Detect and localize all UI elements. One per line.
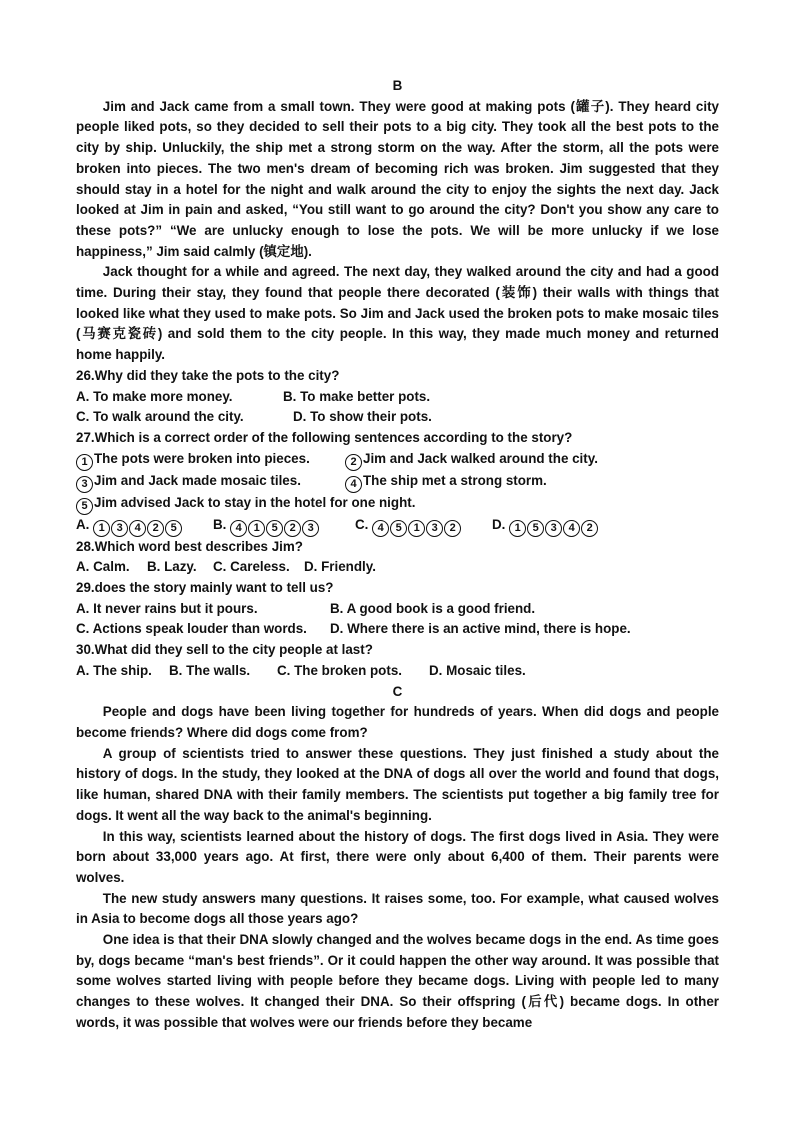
question-29-options-row-2 [76,619,719,640]
circled-number: 4 [563,520,580,537]
circled-number: 5 [266,520,283,537]
circled-number: 5 [165,520,182,537]
circled-number-5: 5 [76,498,93,515]
question-27-sentence-1 [76,449,345,471]
option-c-label: C. [355,516,369,532]
question-26-options-row-2 [76,407,719,428]
question-27-option-b [213,515,355,537]
circled-number: 1 [509,520,526,537]
circled-number-4: 4 [345,476,362,493]
circled-number: 2 [147,520,164,537]
sentence-1-text: The pots were broken into pieces. [94,450,310,466]
sentence-2-text: Jim and Jack walked around the city. [363,450,598,466]
sentence-4-text: The ship met a strong storm. [363,472,547,488]
question-30-option-c: C. The broken pots. [277,662,402,678]
question-28-option-d: D. Friendly. [304,559,376,575]
circled-number-3: 3 [76,476,93,493]
section-b-paragraph-1: Jim and Jack came from a small town. They were good at making pots (罐子). They heard city people liked pots, so they decided to sell their pots to a big city. They took all the best pots to the city by ship. Unluckily, the ship met a strong storm on the way. After the storm, all the pots were broken into pieces. The two men's dream of becoming rich was broken. Jim suggested that they should stay in a hotel for the night and walk around the city to enjoy the sights the next day. Jack looked at Jim in pain and asked, “You still want to go around the city? Don't you show any care to these pots?” “We are unlucky enough to lose the pots. We will be more unlucky if we lose happiness,” Jim said calmly (镇定地). [76,98,719,259]
section-c-paragraph-4: The new study answers many questions. It raises some, too. For example, what caused wolves in Asia to become dogs all those years ago? [76,890,719,927]
question-29-option-a: A. It never rains but it pours. [76,600,258,616]
option-b-label: B. [213,516,227,532]
question-27-sentences-row-3 [76,493,719,515]
question-26-option-c: C. To walk around the city. [76,409,244,425]
circled-number: 2 [284,520,301,537]
question-30-stem: 30.What did they sell to the city people at last? [76,642,373,658]
question-26-option-a: A. To make more money. [76,388,233,404]
question-30-option-a: A. The ship. [76,662,152,678]
circled-number: 2 [444,520,461,537]
sentence-5-text: Jim advised Jack to stay in the hotel for one night. [94,494,416,510]
question-28-options [76,557,719,578]
option-d-label: D. [492,516,506,532]
question-28-option-a: A. Calm. [76,559,130,575]
question-30-option-d: D. Mosaic tiles. [429,662,526,678]
question-27-option-c [355,515,492,537]
circled-number: 3 [426,520,443,537]
question-27-sentence-2 [345,449,598,471]
question-27-sentence-5 [76,493,415,515]
question-30-option-b: B. The walls. [169,662,251,678]
question-28-option-b: B. Lazy. [147,559,197,575]
question-27-stem: 27.Which is a correct order of the following sentences according to the story? [76,429,573,445]
circled-number: 2 [581,520,598,537]
circled-number: 3 [302,520,319,537]
question-29-option-c: C. Actions speak louder than words. [76,621,307,637]
option-a-order [93,517,183,532]
circled-number: 3 [545,520,562,537]
question-27-sentence-4 [345,471,547,493]
option-b-order [230,517,320,532]
section-c-paragraph-2: A group of scientists tried to answer these questions. They just finished a study about the history of dogs. In the study, they looked at the DNA of dogs all over the world and found that dogs, like human, shared DNA with their family members. The scientists put together a big family tree for dogs. It went all the way back to the animal's beginning. [76,745,719,823]
circled-number: 1 [408,520,425,537]
option-a-label: A. [76,516,90,532]
question-26-stem: 26.Why did they take the pots to the city? [76,367,340,383]
question-27-sentences-row-2 [76,471,719,493]
question-26-option-d: D. To show their pots. [293,409,432,425]
circled-number: 4 [372,520,389,537]
circled-number: 4 [129,520,146,537]
section-c-title: C [392,683,403,699]
question-26-options-row-1 [76,387,719,408]
question-29-option-b: B. A good book is a good friend. [330,600,536,616]
question-29-option-d: D. Where there is an active mind, there is hope. [330,621,631,637]
question-29-options-row-1 [76,599,719,620]
document-page [76,76,719,1034]
question-27-sentences-row-1 [76,449,719,471]
section-c-paragraph-1: People and dogs have been living together for hundreds of years. When did dogs and people become friends? Where did dogs come from? [76,704,719,740]
question-27-option-d [492,515,599,537]
section-b-paragraph-2: Jack thought for a while and agreed. The next day, they walked around the city and had a good time. During their stay, they found that people there decorated (装饰) their walls with things that looked like what they used to make pots. So Jim and Jack used the broken pots to make mosaic tiles (马赛克瓷砖) and sold them to the city people. In this way, they made much money and returned home happily. [76,264,719,363]
section-c-paragraph-5: One idea is that their DNA slowly changed and the wolves became dogs in the end. As time goes by, dogs became “man's best friends”. Or it could happen the other way around. It was possible that some wolves started living with people before they became dogs. Living with people led to many changes to these wolves. It changed their DNA. So their offspring (后代) became dogs. In other words, it was possible that wolves were our friends before they became [76,932,719,1030]
question-26-option-b: B. To make better pots. [283,388,431,404]
circled-number: 3 [111,520,128,537]
circled-number-2: 2 [345,454,362,471]
circled-number: 1 [93,520,110,537]
circled-number: 5 [527,520,544,537]
question-30-options [76,661,719,682]
section-c-paragraph-3: In this way, scientists learned about the history of dogs. The first dogs lived in Asia. They were born about 33,000 years ago. At first, there were only about 6,400 of them. Their parents were wolves. [76,828,719,885]
section-b-title: B [392,78,403,93]
option-c-order [372,517,462,532]
circled-number-1: 1 [76,454,93,471]
question-27-sentence-3 [76,471,345,493]
sentence-3-text: Jim and Jack made mosaic tiles. [94,472,301,488]
question-28-option-c: C. Careless. [213,559,290,575]
question-29-stem: 29.does the story mainly want to tell us? [76,580,334,596]
circled-number: 1 [248,520,265,537]
circled-number: 5 [390,520,407,537]
option-d-order [509,517,599,532]
question-27-option-a [76,515,213,537]
question-28-stem: 28.Which word best describes Jim? [76,538,303,554]
circled-number: 4 [230,520,247,537]
question-27-options-row [76,515,719,537]
